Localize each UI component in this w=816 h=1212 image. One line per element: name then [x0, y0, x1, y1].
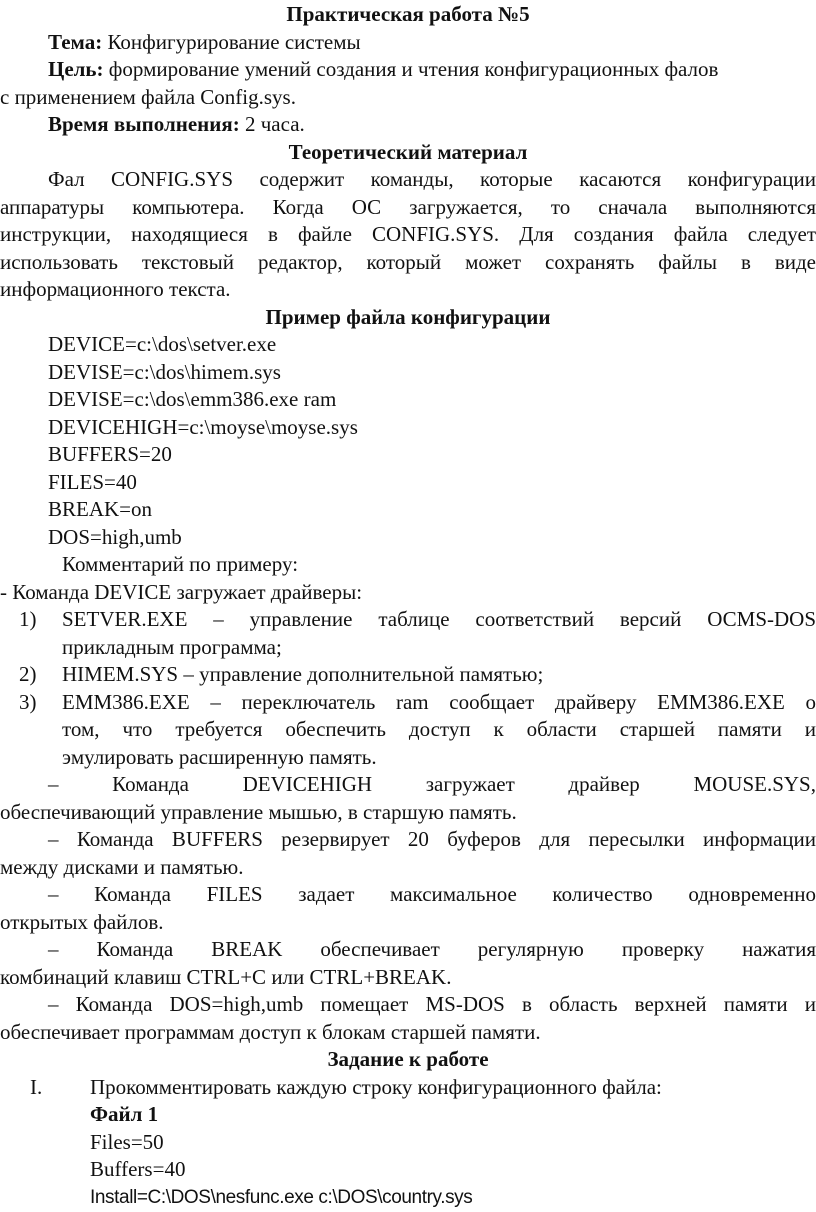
list-item [0, 689, 816, 772]
task-heading: Задание к работе [327, 1047, 489, 1071]
theory-heading: Теоретический материал [288, 139, 528, 164]
file-line: Install=C:\DOS\nesfunc.exe c:\DOS\country.sys [90, 1186, 473, 1208]
theory-line-1: Фал CONFIG.SYS содержит команды, которые касаются конфигурации [48, 167, 816, 191]
dash-line: комбинаций клавиш CTRL+C или CTRL+BREAK. [0, 964, 452, 989]
topic-text: Конфигурирование системы [102, 29, 361, 54]
list-item [0, 606, 816, 661]
topic-label: Тема: [48, 29, 103, 54]
file-line: Buffers=40 [90, 1157, 186, 1181]
theory-line-3: инструкции, находящиеся в файле CONFIG.SYS. Для создания файла следует [0, 222, 816, 246]
file-line: Files=50 [90, 1129, 164, 1154]
dash-line: – Команда BREAK обеспечивает регулярную проверку нажатия [48, 937, 816, 961]
list-number: 3) [19, 689, 37, 714]
list-item-line: EMM386.EXE – переключатель ram сообщает драйверу EMM386.EXE о [62, 689, 816, 714]
code-line-6: FILES=40 [48, 469, 137, 494]
goal-text-1: формирование умений создания и чтения конфигурационных фалов [103, 57, 719, 81]
list-item-line: эмулировать расширенную память. [62, 744, 377, 769]
dash-paragraph [0, 771, 816, 826]
task-item [0, 1074, 816, 1102]
time-line [0, 111, 816, 139]
time-text: 2 часа. [239, 112, 305, 136]
theory-line-4: использовать текстовый редактор, который может сохранять файлы в виде [0, 249, 816, 274]
theory-line-2: аппаратуры компьютера. Когда ОС загружается, то сначала выполняются [0, 194, 816, 219]
list-item-line: HIMEM.SYS – управление дополнительной памятью; [62, 662, 544, 686]
task-roman-number: I. [30, 1074, 43, 1099]
dash-line: – Команда DEVICEHIGH загружает драйвер MOUSE.SYS, [48, 772, 816, 796]
code-line-2: DEVISE=c:\dos\himem.sys [48, 359, 281, 384]
goal-line [0, 56, 816, 84]
list-item [0, 661, 816, 689]
goal-line-2: с применением файла Config.sys. [0, 84, 296, 109]
code-line-1: DEVICE=c:\dos\setver.exe [48, 332, 277, 356]
code-line-4: DEVICEHIGH=c:\moyse\moyse.sys [48, 414, 358, 439]
theory-line-5: информационного текста. [0, 277, 231, 301]
example-heading: Пример файла конфигурации [265, 304, 551, 329]
dash-line: открытых файлов. [0, 909, 164, 934]
time-label: Время выполнения: [48, 112, 240, 136]
list-item-line: прикладным программа; [62, 634, 282, 659]
page-title: Практическая работа №5 [286, 2, 530, 26]
task-instruction: Прокомментировать каждую строку конфигурационного файла: [90, 1074, 662, 1099]
dash-line: между дисками и памятью. [0, 854, 244, 879]
list-number: 2) [19, 662, 37, 686]
list-item-line: SETVER.EXE – управление таблице соответствий версий ОСМS-DOS [62, 607, 816, 631]
dash-line: обеспечивающий управление мышью, в старшую память. [0, 799, 517, 824]
topic-line [0, 29, 816, 57]
dash-paragraph [0, 881, 816, 936]
device-intro: - Команда DEVICE загружает драйверы: [0, 579, 363, 604]
dash-paragraph [0, 991, 816, 1046]
dash-paragraph [0, 936, 816, 991]
dash-line: – Команда FILES задает максимальное количество одновременно [48, 882, 816, 906]
code-line-5: BUFFERS=20 [48, 442, 172, 466]
file-label: Файл 1 [90, 1102, 159, 1126]
list-item-line: том, что требуется обеспечить доступ к области старшей памяти и [62, 717, 816, 741]
dash-line: обеспечивает программам доступ к блокам старшей памяти. [0, 1019, 541, 1044]
dash-line: – Команда BUFFERS резервирует 20 буферов для пересылки информации [48, 827, 816, 851]
goal-label: Цель: [48, 57, 104, 81]
dash-line: – Команда DOS=high,umb помещает MS-DOS в область верхней памяти и [48, 992, 816, 1016]
dash-paragraph [0, 826, 816, 881]
list-number: 1) [19, 607, 37, 631]
code-line-3: DEVISE=c:\dos\emm386.exe ram [48, 387, 337, 411]
comment-title: Комментарий по примеру: [62, 552, 299, 576]
code-line-8: DOS=high,umb [48, 524, 182, 549]
code-line-7: BREAK=on [48, 497, 153, 521]
